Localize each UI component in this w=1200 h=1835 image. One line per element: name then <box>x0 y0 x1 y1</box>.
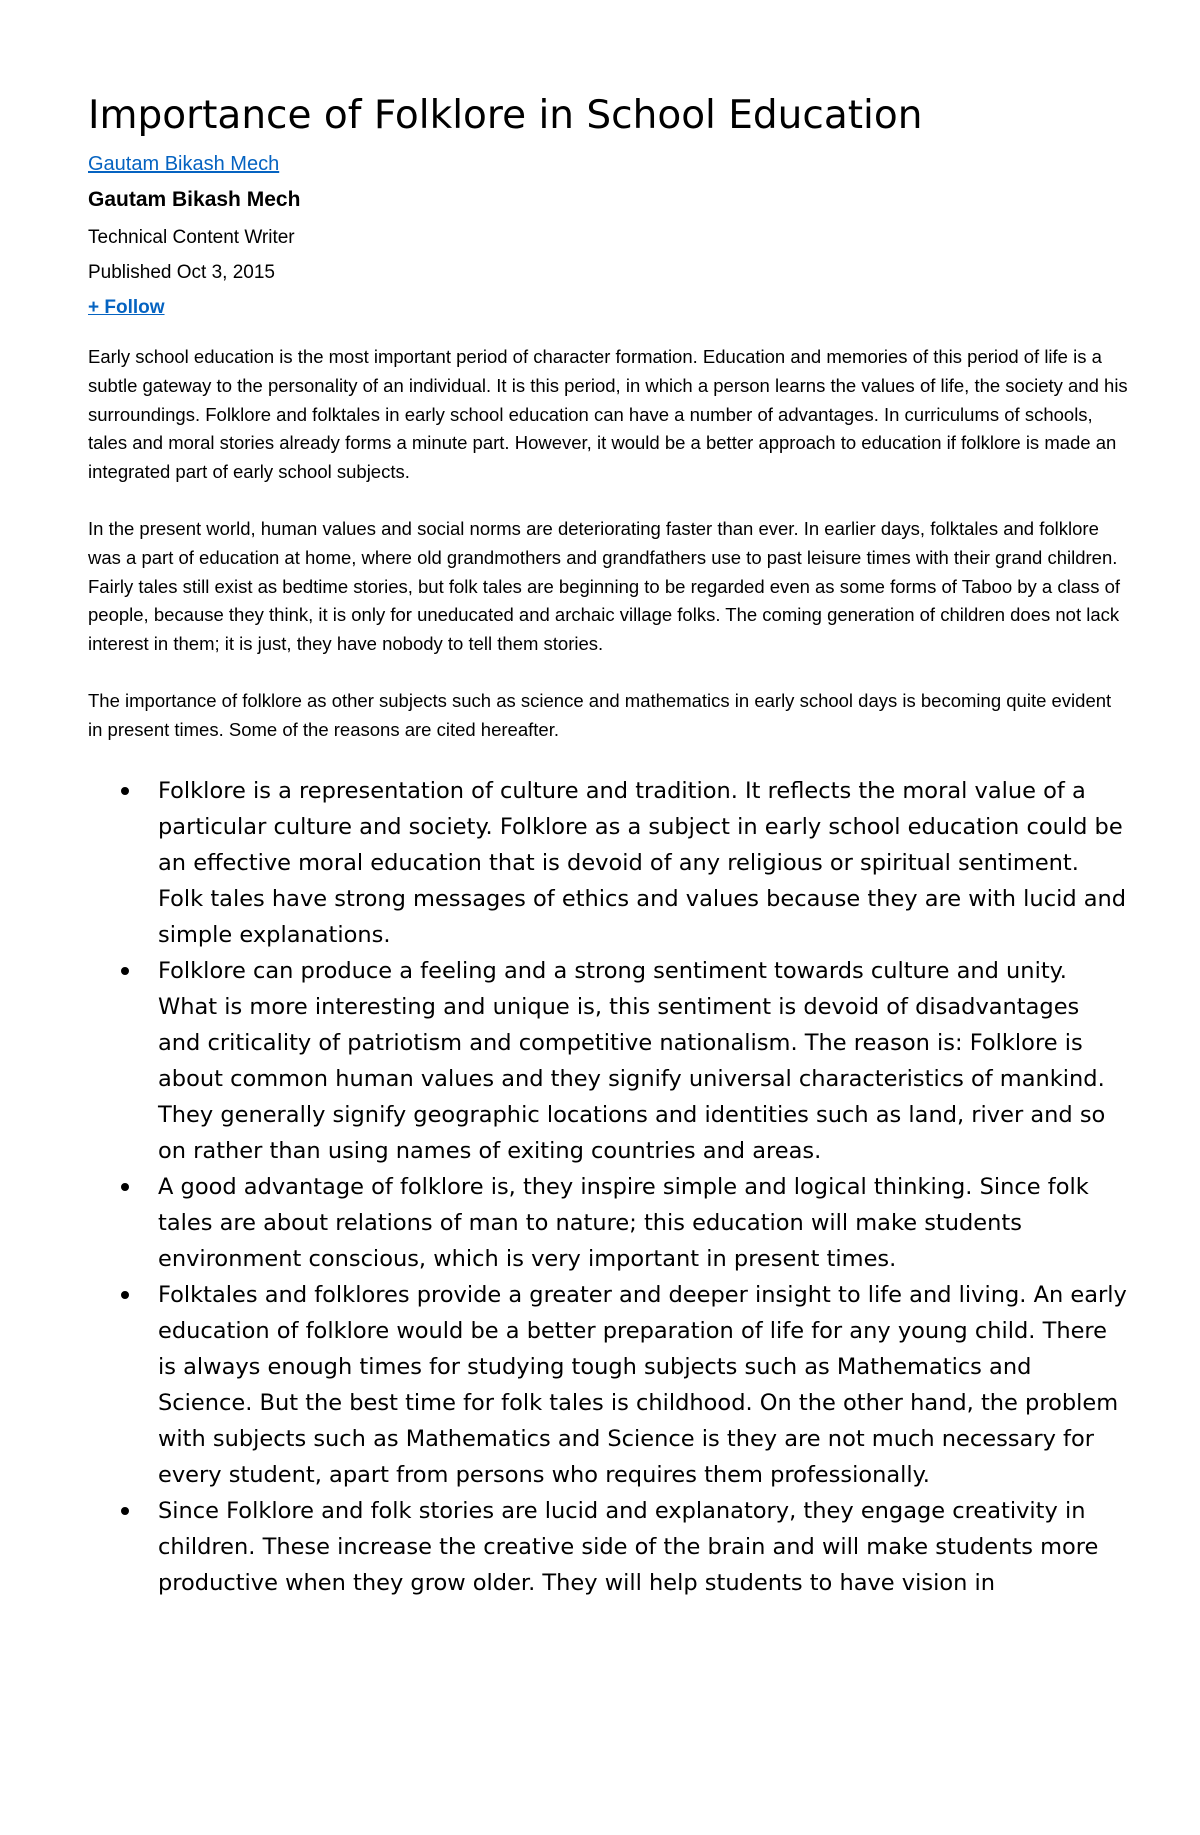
list-item-text: A good advantage of folklore is, they inspire simple and logical thinking. Since folk tales are about relations of man to nature; this education will make students environment conscious, which is very important in present times. <box>158 1173 1089 1272</box>
author-name: Gautam Bikash Mech <box>88 188 301 211</box>
published-date: Published Oct 3, 2015 <box>88 262 275 283</box>
bullet-icon <box>121 1183 129 1191</box>
bullet-icon <box>121 787 129 795</box>
list-item <box>88 1493 1128 1601</box>
list-item <box>88 1277 1128 1493</box>
bullet-icon <box>121 1507 129 1515</box>
list-item <box>88 773 1128 953</box>
list-item <box>88 953 1128 1169</box>
list-item <box>88 1169 1128 1277</box>
reasons-list <box>88 773 1128 1601</box>
list-item-text: Since Folklore and folk stories are lucid and explanatory, they engage creativity in children. These increase the creative side of the brain and will make students more productive when they grow older. They will help students to have vision in <box>158 1497 1099 1596</box>
paragraph-intro: Early school education is the most important period of character formation. Education and memories of this period of life is a subtle gateway to the personality of an individual. It is this period, in which a person learns the values of life, the society and his surroundings. Folklore and folktales in early school education can have a number of advantages. In curriculums of schools, tales and moral stories already forms a minute part. However, it would be a better approach to education if folklore is made an integrated part of early school subjects. <box>88 346 1128 483</box>
author-profile-link[interactable]: Gautam Bikash Mech <box>88 153 280 175</box>
list-item-text: Folklore is a representation of culture and tradition. It reflects the moral value of a particular culture and society. Folklore as a subject in early school education could be an effective moral education that is devoid of any religious or spiritual sentiment. Folk tales have strong messages of ethics and values because they are with lucid and simple explanations. <box>158 777 1127 948</box>
paragraph-importance: The importance of folklore as other subjects such as science and mathematics in early school days is becoming quite evident in present times. Some of the reasons are cited hereafter. <box>88 689 1112 740</box>
author-role: Technical Content Writer <box>88 227 295 248</box>
list-item-text: Folktales and folklores provide a greater and deeper insight to life and living. An early education of folklore would be a better preparation of life for any young child. There is always enough times for studying tough subjects such as Mathematics and Science. But the best time for folk tales is childhood. On the other hand, the problem with subjects such as Mathematics and Science is they are not much necessary for every student, apart from persons who requires them professionally. <box>158 1281 1127 1488</box>
follow-button[interactable]: + Follow <box>88 297 165 318</box>
article <box>88 92 1128 1601</box>
paragraph-present-world: In the present world, human values and social norms are deteriorating faster than ever. In earlier days, folktales and folklore was a part of education at home, where old grandmothers and grandfathers use to past leisure times with their grand children. Fairly tales still exist as bedtime stories, but folk tales are beginning to be regarded even as some forms of Taboo by a class of people, because they think, it is only for uneducated and archaic village folks. The coming generation of children does not lack interest in them; it is just, they have nobody to tell them stories. <box>88 517 1121 655</box>
list-item-text: Folklore can produce a feeling and a strong sentiment towards culture and unity. What is more interesting and unique is, this sentiment is devoid of disadvantages and criticality of patriotism and competitive nationalism. The reason is: Folklore is about common human values and they signify universal characteristics of mankind. They generally signify geographic locations and identities such as land, river and so on rather than using names of exiting countries and areas. <box>158 957 1106 1164</box>
bullet-icon <box>121 1291 129 1299</box>
bullet-icon <box>121 967 129 975</box>
article-body <box>88 343 1128 745</box>
article-title: Importance of Folklore in School Education <box>88 93 923 138</box>
